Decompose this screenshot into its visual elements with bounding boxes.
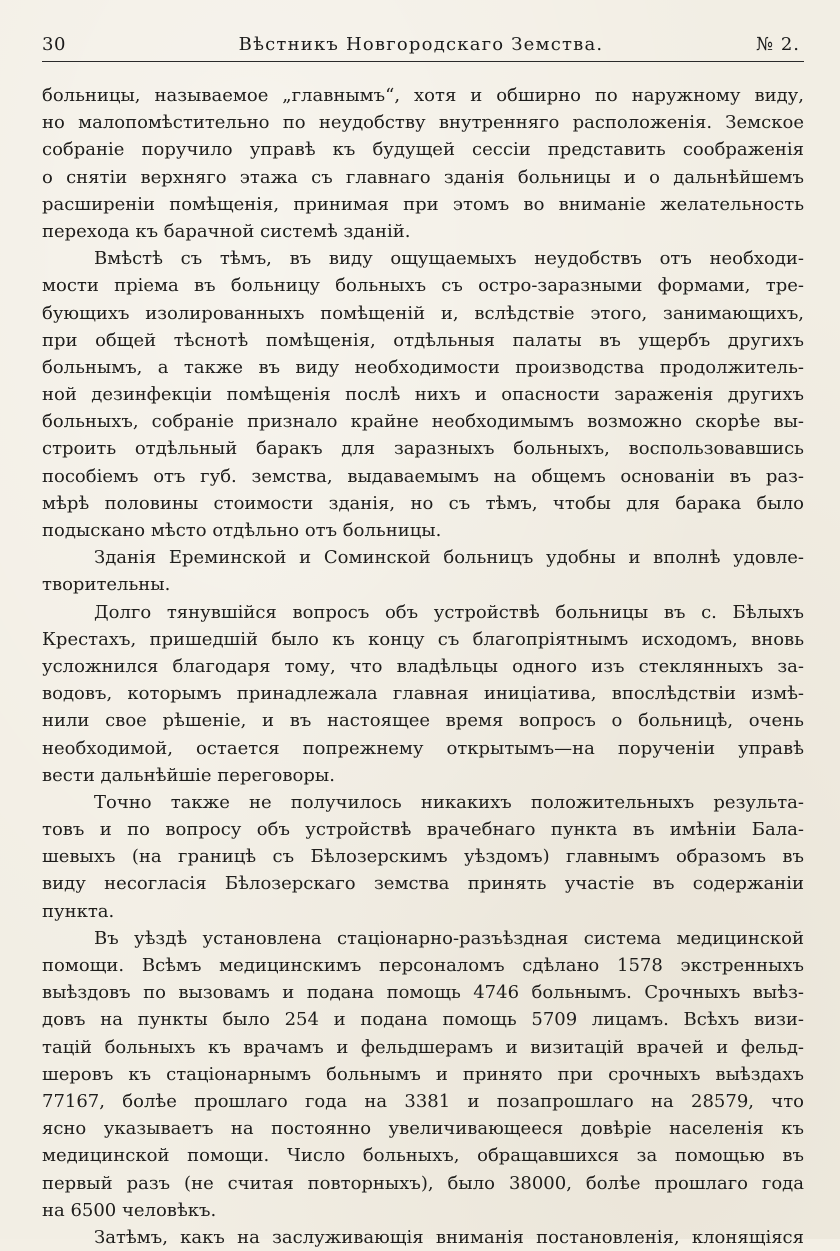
text-line: мѣрѣ половины стоимости зданія, но съ тѣмъ, чтобы для барака было [42,492,804,514]
text-line: товъ и по вопросу объ устройствѣ врачебнаго пункта въ имѣніи Бала- [42,819,804,841]
text-line: Затѣмъ, какъ на заслуживающія вниманія постановленія, клонящіяся [94,1226,804,1248]
issue-number: № 2. [756,34,800,55]
text-line: пункта. [42,900,115,922]
text-line: Крестахъ, пришедшій было къ концу съ благопріятнымъ исходомъ, вновь [42,628,804,650]
text-line: Вмѣстѣ съ тѣмъ, въ виду ощущаемыхъ неудобствъ отъ необходи- [94,248,804,270]
text-line: больнымъ, а также въ виду необходимости производства продолжитель- [42,356,804,378]
text-line: необходимой, остается попрежнему открытымъ—на порученіи управѣ [42,737,804,759]
header-rule [42,61,804,62]
text-line: помощи. Всѣмъ медицинскимъ персоналомъ сдѣлано 1578 экстренныхъ [42,955,804,976]
text-line: бующихъ изолированныхъ помѣщеній и, вслѣдствіе этого, занимающихъ, [42,302,804,324]
text-line: творительны. [42,574,171,596]
text-line: водовъ, которымъ принадлежала главная иниціатива, впослѣдствіи измѣ- [42,683,804,705]
text-line: шевыхъ (на границѣ съ Бѣлозерскимъ уѣздомъ) главнымъ образомъ въ [42,846,804,868]
running-header [42,34,800,60]
text-line: Въ уѣздѣ установлена стаціонарно-разъѣздная система медицинской [94,927,804,949]
text-line: при общей тѣснотѣ помѣщенія, отдѣльныя палаты въ ущербъ другихъ [42,329,804,351]
journal-title: Вѣстникъ Новгородскаго Земства. [238,34,604,55]
text-line: тацій больныхъ къ врачамъ и фельдшерамъ и визитацій врачей и фельд- [42,1036,804,1058]
text-line: перехода къ барачной системѣ зданій. [42,220,411,242]
text-line: ной дезинфекціи помѣщенія послѣ нихъ и опасности зараженія другихъ [42,384,804,406]
text-line: строить отдѣльный баракъ для заразныхъ больныхъ, воспользовавшись [42,438,804,460]
text-line: о снятіи верхняго этажа съ главнаго зданія больницы и о дальнѣйшемъ [42,166,804,188]
text-line: довъ на пункты было 254 и подана помощь 5709 лицамъ. Всѣхъ визи- [42,1009,804,1031]
text-line: мости пріема въ больницу больныхъ съ остро-заразными формами, тре- [42,275,804,297]
text-line: пособіемъ отъ губ. земства, выдаваемымъ на общемъ основаніи въ раз- [42,465,804,487]
text-line: виду несогласія Бѣлозерскаго земства принять участіе въ содержаніи [42,873,804,895]
text-line: шеровъ къ стаціонарнымъ больнымъ и принято при срочныхъ выѣздахъ [42,1063,804,1085]
text-line: Точно также не получилось никакихъ положительныхъ результа- [94,791,804,813]
text-line: выѣздовъ по вызовамъ и подана помощь 4746 больнымъ. Срочныхъ выѣз- [42,982,804,1004]
text-line: первый разъ (не считая повторныхъ), было 38000, болѣе прошлаго года [42,1172,804,1194]
text-line: но малопомѣстительно по неудобству внутренняго расположенія. Земское [42,112,804,134]
text-line: больныхъ, собраніе признало крайне необходимымъ возможно скорѣе вы- [42,411,804,433]
text-line: подыскано мѣсто отдѣльно отъ больницы. [42,520,442,541]
text-line: Зданія Ереминской и Соминской больницъ удобны и вполнѣ удовле- [94,547,804,569]
text-line: больницы, называемое „главнымъ“, хотя и обширно по наружному виду, [42,85,804,106]
page-number: 30 [42,34,66,55]
text-line: вести дальнѣйшіе переговоры. [42,764,335,786]
text-line: нили свое рѣшеніе, и въ настоящее время вопросъ о больницѣ, очень [42,710,804,732]
text-line: медицинской помощи. Число больныхъ, обращавшихся за помощью въ [42,1145,804,1167]
text-line: усложнился благодаря тому, что владѣльцы одного изъ стеклянныхъ за- [42,655,804,677]
body-text [42,82,804,1251]
text-line: 77167, болѣе прошлаго года на 3381 и позапрошлаго на 28579, что [42,1090,804,1112]
text-line: расширеніи помѣщенія, принимая при этомъ во вниманіе желательность [42,193,804,215]
text-line: собраніе поручило управѣ къ будущей сессіи представить соображенія [42,139,804,161]
text-line: на 6500 человѣкъ. [42,1199,217,1221]
text-line: ясно указываетъ на постоянно увеличивающееся довѣріе населенія къ [42,1118,804,1140]
text-line: Долго тянувшійся вопросъ объ устройствѣ больницы въ с. Бѣлыхъ [94,601,804,623]
